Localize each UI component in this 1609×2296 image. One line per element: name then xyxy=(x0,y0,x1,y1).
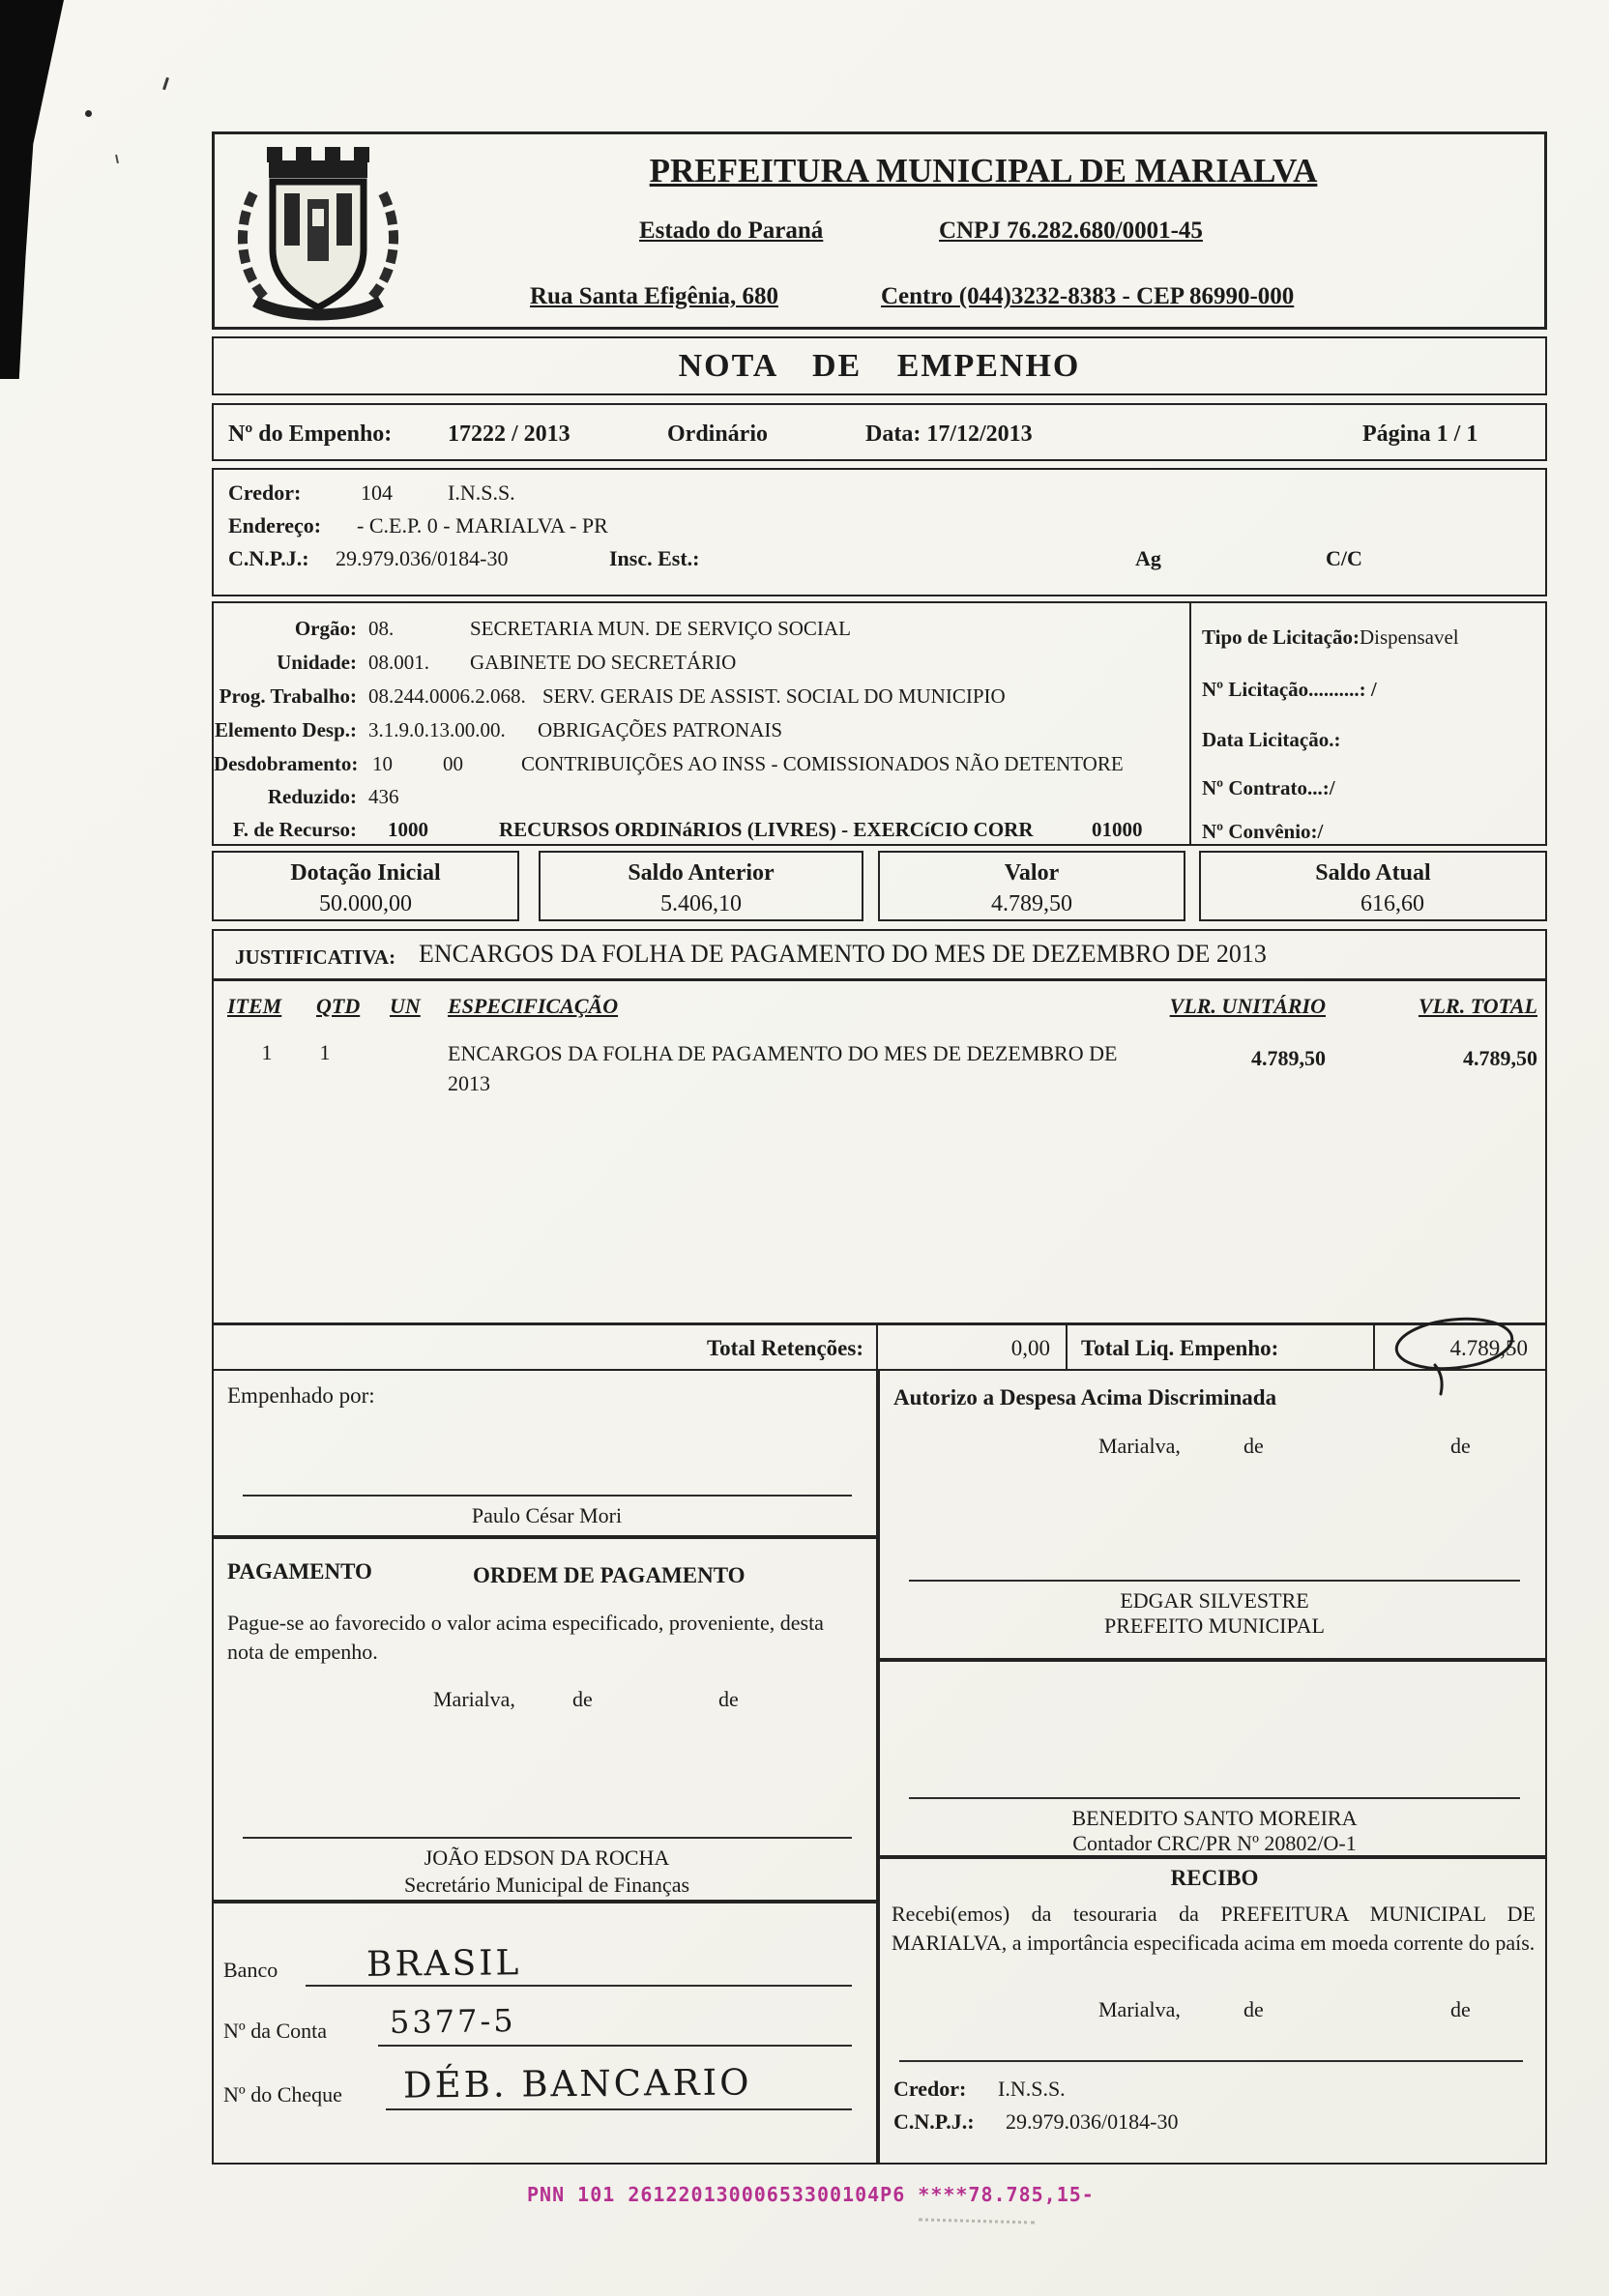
unidade-label: Unidade: xyxy=(277,651,357,674)
empenhado-signer-name: Paulo César Mori xyxy=(471,1503,623,1527)
justificativa-box xyxy=(212,929,1547,980)
endereco-label: Endereço: xyxy=(228,513,322,538)
fonte-recurso-code: 1000 xyxy=(388,818,428,841)
recibo-box xyxy=(878,1857,1547,2165)
total-retencoes-label-cell xyxy=(212,1323,878,1371)
header-rua: Rua Santa Efigênia, 680 xyxy=(530,283,778,309)
valor-label: Valor xyxy=(1004,860,1060,886)
autorizo-de1: de xyxy=(1243,1434,1264,1458)
num-convenio-label: Nº Convênio:/ xyxy=(1202,820,1324,843)
saldo-atual-value: 616,60 xyxy=(1360,891,1424,916)
prog-trabalho-label: Prog. Trabalho: xyxy=(219,684,357,708)
empenho-number-value: 17222 / 2013 xyxy=(448,421,570,447)
col-header-un: UN xyxy=(390,994,421,1018)
total-liq-label-cell xyxy=(1066,1323,1375,1371)
data-licitacao-label: Data Licitação.: xyxy=(1202,728,1341,751)
tipo-licitacao-row xyxy=(1202,625,1459,650)
fonte-recurso-label: F. de Recurso: xyxy=(232,818,357,841)
empenhado-por-label: Empenhado por: xyxy=(227,1383,375,1408)
justificativa-text: ENCARGOS DA FOLHA DE PAGAMENTO DO MES DE DEZEMBRO DE 2013 xyxy=(419,940,1267,968)
orcamento-divider xyxy=(1189,603,1191,844)
elemento-desp-desc: OBRIGAÇÕES PATRONAIS xyxy=(538,718,783,741)
insc-est-label: Insc. Est.: xyxy=(609,546,700,570)
recibo-signature-line xyxy=(899,2060,1523,2062)
pagamento-de2: de xyxy=(718,1687,739,1711)
col-header-qtd: QTD xyxy=(316,994,361,1018)
pagamento-signature-line xyxy=(243,1837,852,1839)
document-header-title: PREFEITURA MUNICIPAL DE MARIALVA xyxy=(649,152,1318,189)
pagamento-signer-name: JOÃO EDSON DA ROCHA xyxy=(424,1846,670,1870)
num-contrato-label: Nº Contrato...:/ xyxy=(1202,776,1335,799)
saldo-atual-label: Saldo Atual xyxy=(1315,860,1431,886)
pagamento-signer-role: Secretário Municipal de Finanças xyxy=(403,1873,690,1897)
recibo-text: Recebi(emos) da tesouraria da PREFEITURA MUNICIPAL DE MARIALVA, a importância especificada acima em moeda corrente do país. xyxy=(892,1902,1536,1955)
reduzido-label: Reduzido: xyxy=(267,785,357,808)
unidade-desc: GABINETE DO SECRETÁRIO xyxy=(470,651,737,674)
total-retencoes-label: Total Retenções: xyxy=(706,1336,863,1360)
col-header-item: ITEM xyxy=(227,994,282,1018)
total-retencoes-value: 0,00 xyxy=(1010,1336,1050,1360)
desdobramento-desc: CONTRIBUIÇÕES AO INSS - COMISSIONADOS NÃO DETENTORE xyxy=(521,752,1124,775)
dotacao-inicial-label: Dotação Inicial xyxy=(290,860,441,886)
saldo-anterior-box xyxy=(539,851,863,921)
conta-handwritten-value: 5377-5 xyxy=(389,2002,516,2041)
banco-handwritten-value: BRASIL xyxy=(366,1943,522,1985)
unidade-code: 08.001. xyxy=(368,651,429,674)
saldo-anterior-value: 5.406,10 xyxy=(660,891,742,916)
dot-matrix-processing-line: PNN 101 26122013000653300104P6 ****78.785,15- xyxy=(527,2183,1095,2206)
cheque-line xyxy=(386,2108,852,2110)
banco-box xyxy=(212,1902,878,2165)
cc-label: C/C xyxy=(1326,546,1362,570)
header-estado: Estado do Paraná xyxy=(639,218,824,244)
credor-cnpj-label: C.N.P.J.: xyxy=(228,546,309,570)
empenhado-signature-line xyxy=(243,1495,852,1497)
recibo-cidade: Marialva, xyxy=(1098,1997,1181,2021)
header-centro: Centro (044)3232-8383 - CEP 86990-000 xyxy=(881,283,1295,309)
empenho-date: Data: 17/12/2013 xyxy=(865,421,1033,447)
credor-code: 104 xyxy=(361,480,393,505)
orgao-label: Orgão: xyxy=(294,617,357,640)
desdobramento-code1: 10 xyxy=(372,752,393,775)
pagamento-de1: de xyxy=(572,1687,593,1711)
contador-name: BENEDITO SANTO MOREIRA xyxy=(1071,1806,1358,1830)
cheque-handwritten-value: DÉB. BANCARIO xyxy=(402,2061,752,2107)
scan-smudge xyxy=(919,2218,1035,2223)
recibo-cnpj-value: 29.979.036/0184-30 xyxy=(1006,2109,1179,2134)
justificativa-label: JUSTIFICATIVA: xyxy=(235,945,396,969)
pagamento-text: Pague-se ao favorecido o valor acima especificado, proveniente, desta nota de empenho. xyxy=(227,1611,824,1664)
item-row-qtd: 1 xyxy=(319,1040,331,1064)
contador-signature-line xyxy=(909,1797,1520,1799)
recibo-credor-value: I.N.S.S. xyxy=(998,2077,1066,2101)
valor-value: 4.789,50 xyxy=(991,891,1072,916)
ag-label: Ag xyxy=(1135,546,1161,570)
municipal-crest-logo xyxy=(228,139,408,325)
prefeito-role: PREFEITO MUNICIPAL xyxy=(1104,1613,1325,1638)
scan-speck-tick xyxy=(162,77,169,90)
total-liq-value-cell xyxy=(1373,1323,1547,1371)
reduzido-code: 436 xyxy=(368,785,399,808)
saldo-anterior-label: Saldo Anterior xyxy=(628,860,775,886)
recibo-credor-label: Credor: xyxy=(893,2077,967,2101)
elemento-desp-label: Elemento Desp.: xyxy=(215,718,357,741)
item-row-vlr-total: 4.789,50 xyxy=(1463,1046,1537,1070)
orcamento-box xyxy=(212,601,1547,846)
empenho-number-label: Nº do Empenho: xyxy=(228,421,393,447)
credor-cnpj-value: 29.979.036/0184-30 xyxy=(336,546,509,570)
cheque-label: Nº do Cheque xyxy=(223,2082,342,2107)
dotacao-inicial-box xyxy=(212,851,519,921)
conta-label: Nº da Conta xyxy=(223,2019,328,2043)
contador-role: Contador CRC/PR Nº 20802/O-1 xyxy=(1072,1831,1357,1855)
autorizo-box xyxy=(878,1369,1547,1660)
pagamento-box xyxy=(212,1537,878,1902)
autorizo-cidade: Marialva, xyxy=(1098,1434,1181,1458)
credor-box xyxy=(212,468,1547,596)
recibo-de1: de xyxy=(1243,1997,1264,2021)
elemento-desp-code: 3.1.9.0.13.00.00. xyxy=(368,718,506,741)
tipo-licitacao-valor: Dispensavel xyxy=(1359,625,1459,649)
col-header-vlr-unitario: VLR. UNITÁRIO xyxy=(1169,994,1326,1018)
recibo-de2: de xyxy=(1450,1997,1471,2021)
autorizo-de2: de xyxy=(1450,1434,1471,1458)
autorizo-signature-line xyxy=(909,1580,1520,1582)
scan-speck-tick2 xyxy=(115,155,119,163)
saldo-atual-box xyxy=(1199,851,1547,921)
orgao-desc: SECRETARIA MUN. DE SERVIÇO SOCIAL xyxy=(470,617,851,640)
desdobramento-code2: 00 xyxy=(443,752,463,775)
empenhado-por-box xyxy=(212,1369,878,1537)
banco-label: Banco xyxy=(223,1958,278,1982)
prog-trabalho-code: 08.244.0006.2.068. xyxy=(368,684,526,708)
ordem-pagamento-title: ORDEM DE PAGAMENTO xyxy=(473,1563,746,1587)
pagamento-title: PAGAMENTO xyxy=(227,1559,372,1584)
dotacao-inicial-value: 50.000,00 xyxy=(319,891,412,916)
credor-label: Credor: xyxy=(228,480,302,505)
nota-title: NOTA DE EMPENHO xyxy=(678,347,1081,384)
prefeito-name: EDGAR SILVESTRE xyxy=(1120,1588,1309,1613)
orgao-code: 08. xyxy=(368,617,395,640)
valor-box xyxy=(878,851,1185,921)
col-header-especificacao: ESPECIFICAÇÃO xyxy=(448,994,619,1018)
scan-edge-artifact xyxy=(0,0,64,379)
credor-name: I.N.S.S. xyxy=(448,480,515,505)
header-box xyxy=(212,131,1547,330)
header-cnpj: CNPJ 76.282.680/0001-45 xyxy=(939,218,1203,244)
conta-line xyxy=(378,2045,852,2047)
pagamento-cidade: Marialva, xyxy=(433,1687,515,1711)
prog-trabalho-desc: SERV. GERAIS DE ASSIST. SOCIAL DO MUNICIPIO xyxy=(542,684,1006,708)
recibo-cnpj-label: C.N.P.J.: xyxy=(893,2109,975,2134)
total-retencoes-value-cell xyxy=(876,1323,1068,1371)
tipo-licitacao-label: Tipo de Licitação: xyxy=(1202,625,1360,649)
scan-speck-dot xyxy=(85,110,92,117)
fonte-recurso-code2: 01000 xyxy=(1092,818,1143,841)
contador-box xyxy=(878,1660,1547,1857)
desdobramento-label: Desdobramento: xyxy=(214,752,359,775)
total-liq-label: Total Liq. Empenho: xyxy=(1081,1336,1279,1360)
item-row-vlr-unitario: 4.789,50 xyxy=(1251,1046,1326,1070)
fonte-recurso-desc: RECURSOS ORDINáRIOS (LIVRES) - EXERCíCIO CORR xyxy=(499,818,1034,841)
col-header-vlr-total: VLR. TOTAL xyxy=(1418,994,1537,1018)
empenho-row xyxy=(212,403,1547,461)
empenho-page: Página 1 / 1 xyxy=(1362,421,1478,447)
autorizo-title: Autorizo a Despesa Acima Discriminada xyxy=(893,1385,1277,1410)
recibo-title: RECIBO xyxy=(1170,1866,1259,1890)
empenho-type: Ordinário xyxy=(667,421,769,447)
endereco-value: - C.E.P. 0 - MARIALVA - PR xyxy=(357,513,608,538)
total-liq-value: 4.789,50 xyxy=(1449,1336,1528,1360)
item-row-item: 1 xyxy=(261,1040,273,1064)
nota-title-bar xyxy=(212,336,1547,395)
items-table-box xyxy=(212,979,1547,1324)
item-row-especificacao: ENCARGOS DA FOLHA DE PAGAMENTO DO MES DE DEZEMBRO DE 2013 xyxy=(448,1041,1118,1095)
num-licitacao-label: Nº Licitação..........: / xyxy=(1202,678,1377,701)
